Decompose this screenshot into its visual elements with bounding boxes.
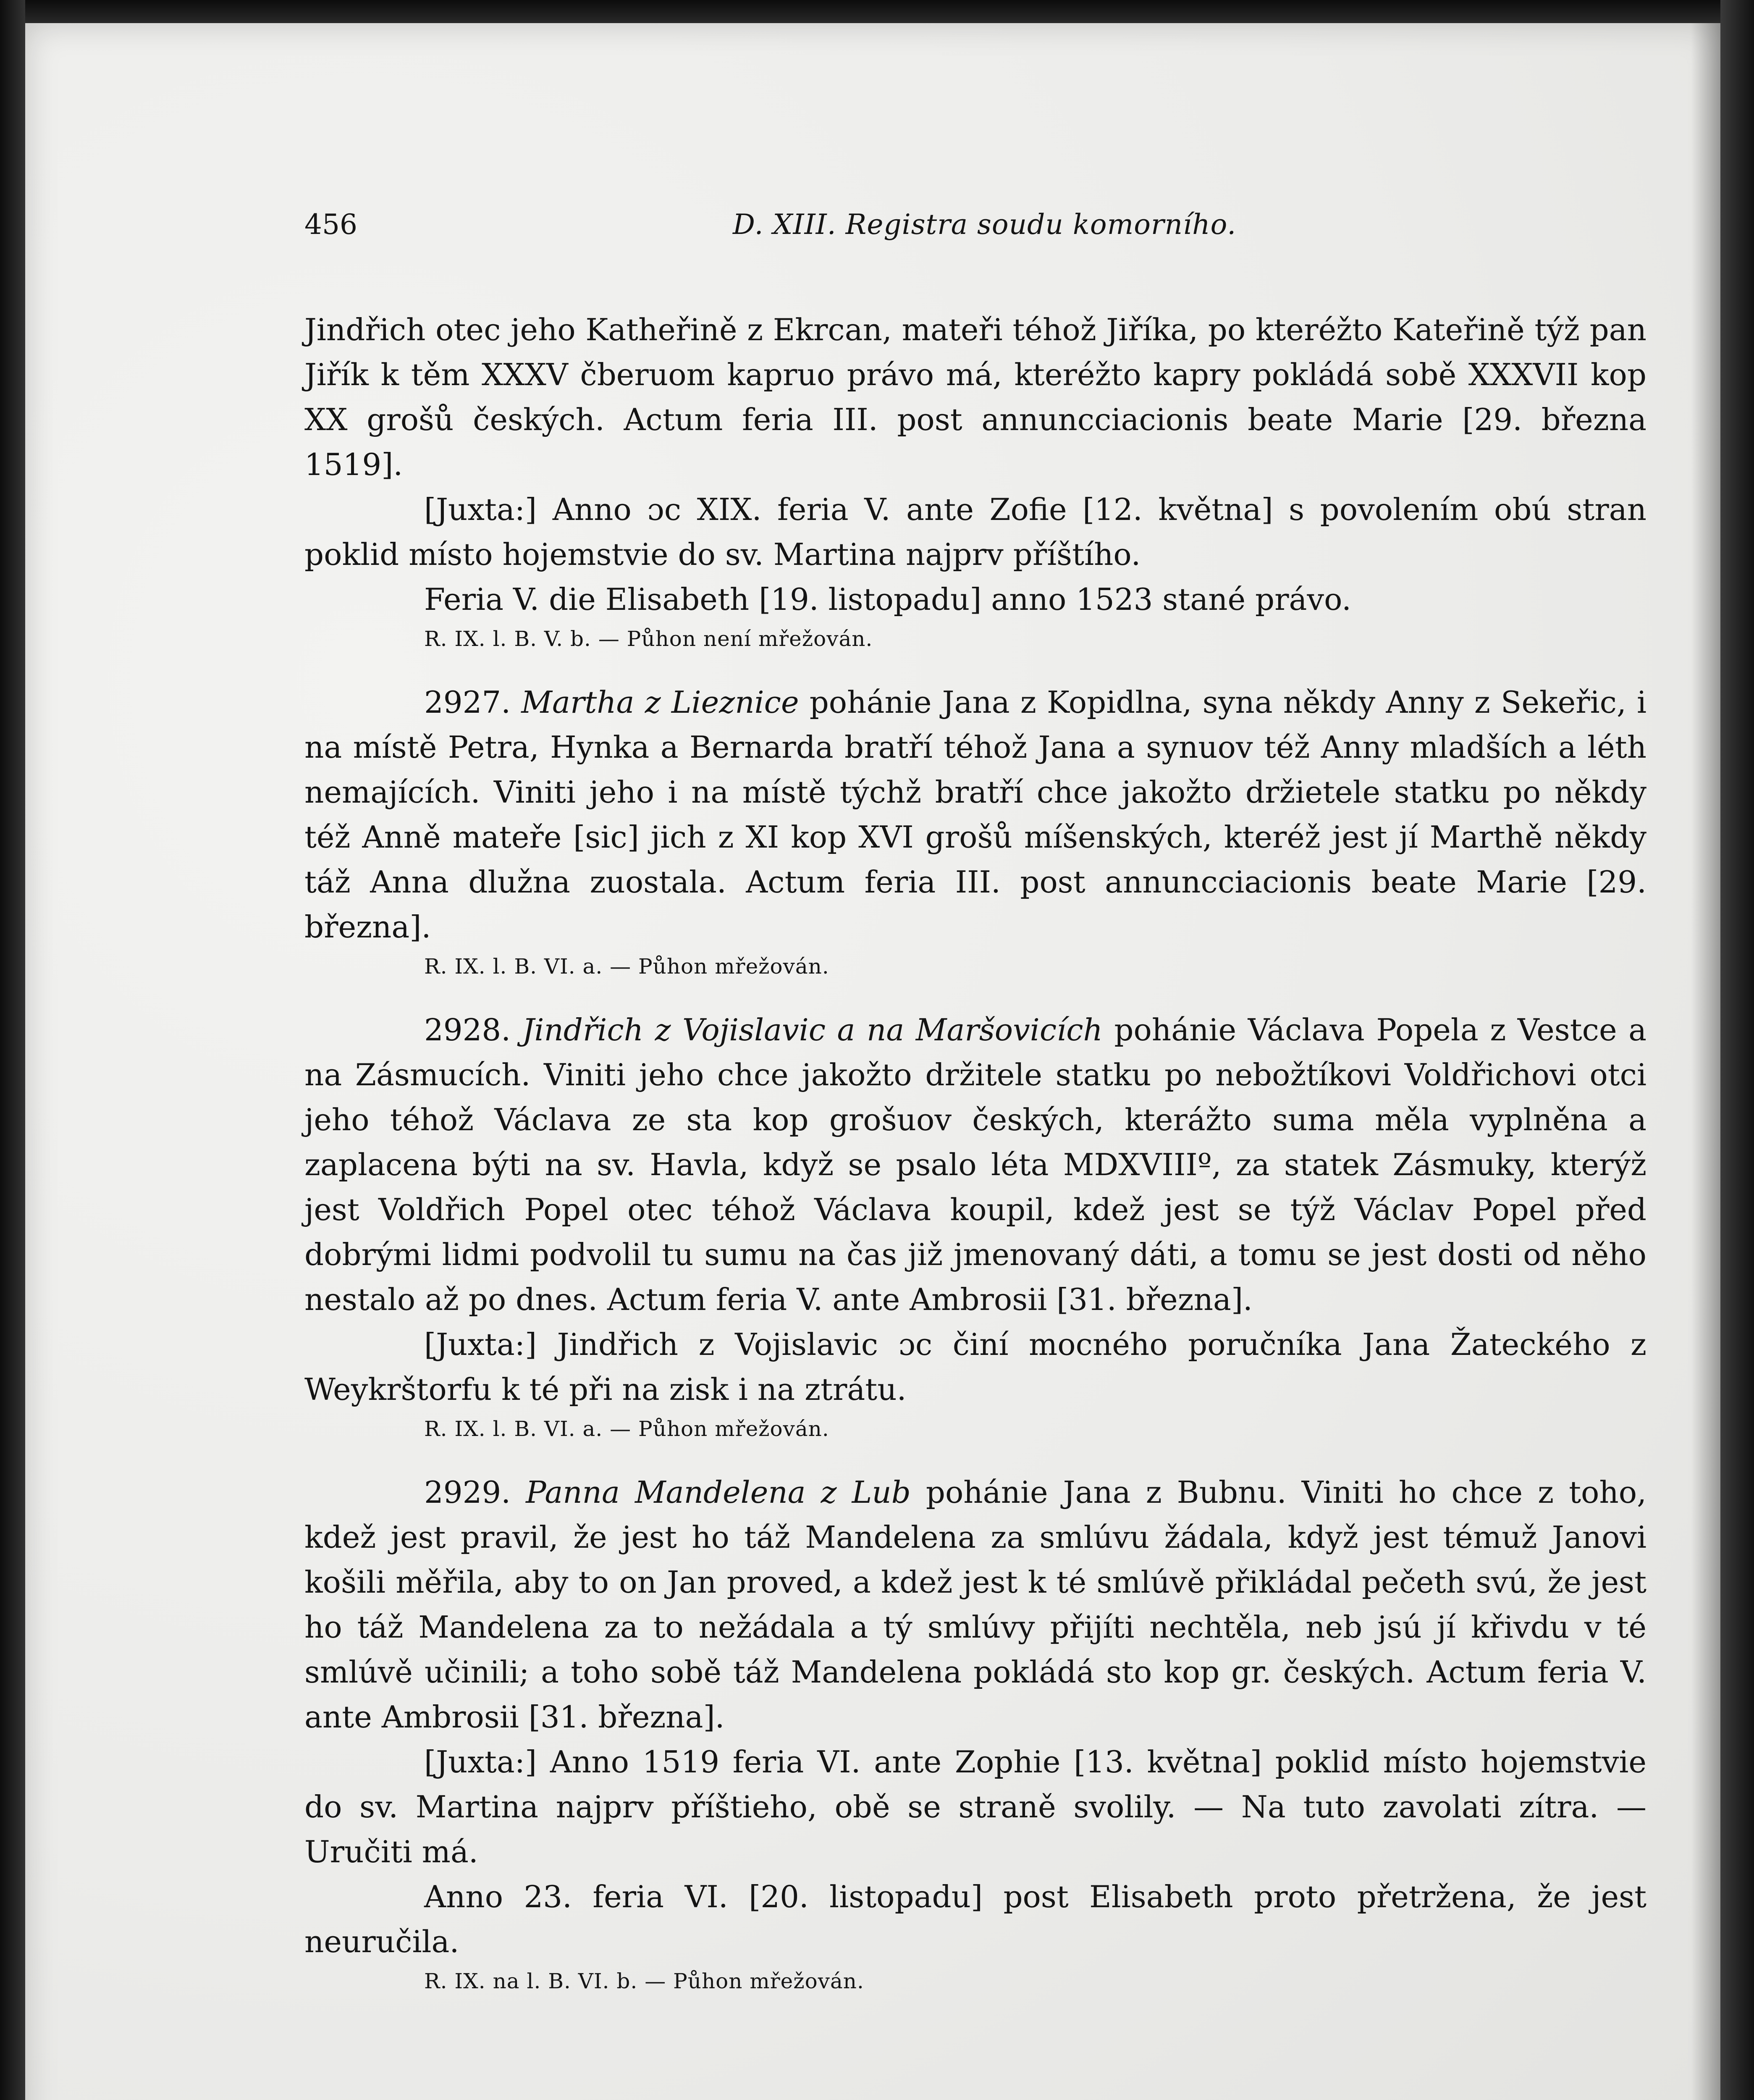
entry-lead-paragraph [304,680,1647,950]
source-note: R. IX. l. B. V. b. — Půhon není mřežován. [424,627,873,651]
page-edge-shadow [1691,23,1720,2100]
entry-2928 [304,1008,1647,1446]
entry-2927 [304,680,1647,983]
entry-lead-paragraph [304,1008,1647,1322]
entry-party: Panna Mandelena z Lub [526,1475,911,1510]
entry-number: 2928. [424,1012,511,1047]
scan-frame-right [1720,0,1754,2100]
source-note: R. IX. na l. B. VI. b. — Půhon mřežován. [424,1969,864,1993]
source-note: R. IX. l. B. VI. a. — Půhon mřežován. [424,954,829,979]
running-head [304,202,1647,248]
book-page [25,23,1720,2100]
entry-number: 2927. [424,685,511,720]
paragraph: Anno 23. feria VI. [20. listopadu] post Elisabeth proto přetržena, že jest neuručila. [304,1879,1647,1959]
entry-continuation [304,307,1647,656]
entry-party: Martha z Lieznice [521,685,799,720]
text-block [304,202,1647,2022]
paragraph: [Juxta:] Anno 1519 feria VI. ante Zophie [13. května] poklid místo hojemstvie do sv. Martina najprv příštieho, obě se straně svolily. — Na tuto zavolati zítra. — Uručiti má. [304,1744,1647,1869]
entry-lead-text: pohánie Václava Popela z Vestce a na Zásmucích. Viniti jeho chce jakožto držitele statku po nebožtíkovi Voldřichovi otci jeho téhož Václava ze sta kop grošuov českých, kterážto suma měla vyplněna a zaplacena býti na sv. Havla, když se psalo léta MDXVIIIº, za statek Zásmuky, kterýž jest Voldřich Popel otec téhož Václava koupil, kdež jest se týž Václav Popel před dobrými lidmi podvolil tu sumu na čas již jmenovaný dáti, a tomu se jest dosti od něho nestalo až po dnes. Actum feria V. ante Ambrosii [31. března]. [304,1012,1647,1317]
paragraph: [Juxta:] Anno ɔc XIX. feria V. ante Zofie [12. května] s povolením obú stran poklid místo hojemstvie do sv. Martina najprv příštího. [304,492,1647,572]
scan-frame-top [0,0,1754,25]
scan-frame-left [0,0,25,2100]
paragraph: [Juxta:] Jindřich z Vojislavic ɔc činí mocného poručníka Jana Žateckého z Weykrštorfu k té při na zisk i na ztrátu. [304,1327,1647,1407]
entry-lead-text: pohánie Jana z Bubnu. Viniti ho chce z toho, kdež jest pravil, že jest ho táž Mandelena za smlúvu žádala, když jest témuž Janovi košili měřila, aby to on Jan proved, a kdež jest k té smlúvě přikládal pečeth svú, že jest ho táž Mandelena za to nežádala a tý smlúvy přijíti nechtěla, neb jsú jí křivdu v té smlúvě učinili; a toho sobě táž Mandelena pokládá sto kop gr. českých. Actum feria V. ante Ambrosii [31. března]. [304,1475,1647,1735]
header-spacer [304,248,1647,307]
entry-party: Jindřich z Vojislavic a na Maršovicích [522,1012,1103,1047]
entry-lead-paragraph [304,1470,1647,1740]
running-title: D. XIII. Registra soudu komorního. [733,208,1237,241]
entry-2929 [304,1470,1647,1998]
page-number: 456 [304,208,357,241]
entry-number: 2929. [424,1475,511,1510]
paragraph: Jindřich otec jeho Katheřině z Ekrcan, mateři téhož Jiříka, po kteréžto Kateřině týž pan Jiřík k těm XXXV čberuom kapruo právo má, kteréžto kapry pokládá sobě XXXVII kop XX grošů českých. Actum feria III. post annuncciacionis beate Marie [29. března 1519]. [304,312,1647,482]
entry-lead-text: pohánie Jana z Kopidlna, syna někdy Anny z Sekeřic, i na místě Petra, Hynka a Bernarda bratří téhož Jana a synuov též Anny mladších a léth nemajících. Viniti jeho i na místě týchž bratří chce jakožto držietele statku po někdy též Anně mateře [sic] jich z XI kop XVI grošů míšenských, kteréž jest jí Marthě někdy táž Anna dlužna zuostala. Actum feria III. post annuncciacionis beate Marie [29. března]. [304,685,1647,945]
source-note: R. IX. l. B. VI. a. — Půhon mřežován. [424,1417,829,1441]
paragraph: Feria V. die Elisabeth [19. listopadu] anno 1523 stané právo. [424,582,1352,617]
